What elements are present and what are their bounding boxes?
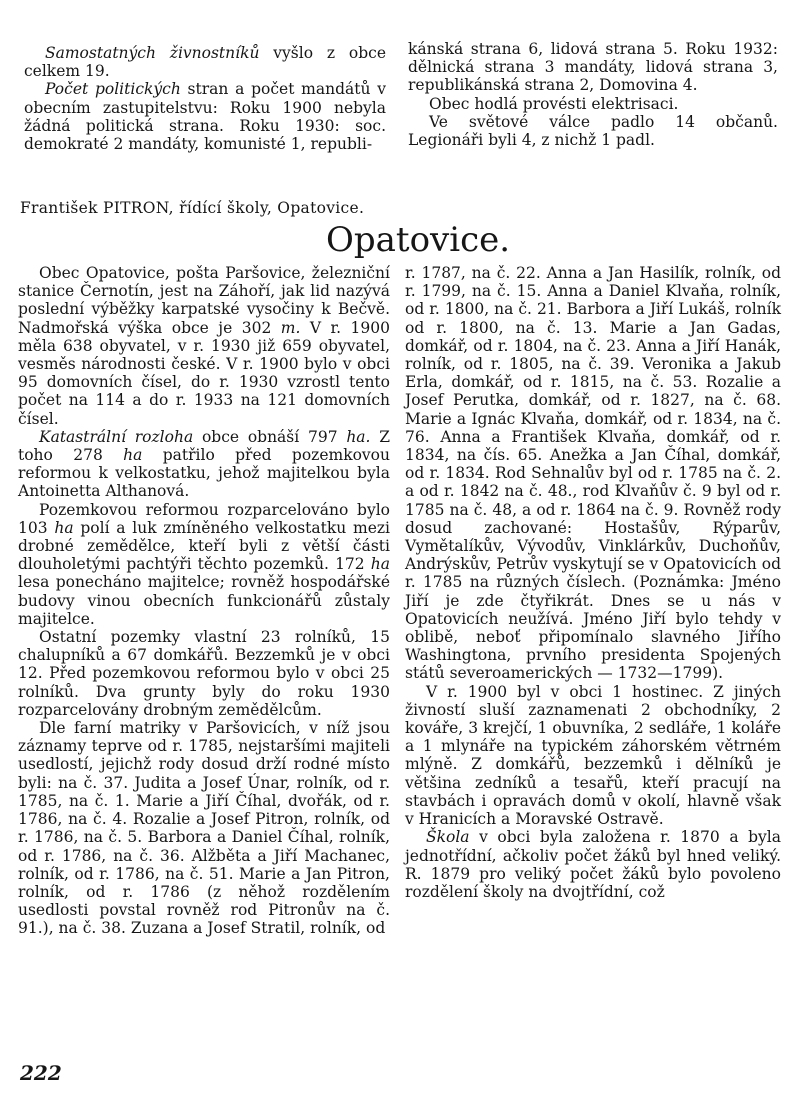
author-signature: František PITRON, řídící školy, Opatovice. <box>20 199 365 217</box>
unit: ha <box>123 446 143 465</box>
paragraph: kánská strana 6, lidová strana 5. Roku 1932: dělnická strana 3 mandáty, lidová strana 3, republikánská strana 2, Domovina 4. <box>408 40 778 95</box>
paragraph: V r. 1900 byl v obci 1 hostinec. Z jiných živností sluší zaznamenati 2 obchodníky, 2 kováře, 3 krejčí, 1 obuvníka, 2 sedláře, 1 koláře a 1 mlynáře na typickém záhorském větrném mlýně. Z domkářů, bezzemků i dělníků je většina zedníků a tesařů, kteří pracují na stavbách i opravách domů v okolí, hlavně však v Hranicích a Moravské Ostravě. <box>405 682 781 829</box>
text: patřilo před pozemkovou reformou k velkostatku, jehož majitelkou byla Antoinetta Althanová. <box>18 446 390 501</box>
italic-term: Škola <box>426 828 470 847</box>
text: obce obnáší 797 <box>193 427 347 446</box>
text: Pozemkovou reformou rozparcelováno bylo 103 <box>18 500 390 537</box>
italic-term: Katastrální rozloha <box>39 427 194 446</box>
unit: ha <box>54 518 74 537</box>
paragraph: Dle farní matriky v Paršovicích, v níž jsou záznamy teprve od r. 1785, nejstaršími majiteli usedlostí, jejichž rody dosud drží rodné místo byli: na č. 37. Judita a Josef Únar, rolník, od r. 1785, na č. 1. Marie a Jiří Číhal, dvořák, od r. 1786, na č. 4. Rozalie a Josef Pitron, rolník, od r. 1786, na č. 5. Barbora a Daniel Číhal, rolník, od r. 1786, na č. 36. Alžběta a Jiří Machanec, rolník, od r. 1786, na č. 51. Marie a Jan Pitron, rolník, od r. 1786 (z něhož rozdělením usedlosti povstal rovněž rod Pitronův na č. 91.), na č. 38. Zuzana a Josef Stratil, rolník, od <box>18 719 390 938</box>
paragraph: Ve světové válce padlo 14 občanů. Legionáři byli 4, z nichž 1 padl. <box>408 112 778 150</box>
text: lesa ponecháno majitelce; rovněž hospodářské budovy vinou obecních funkcionářů zůstaly majitelce. <box>18 573 390 628</box>
top-right-column <box>408 40 778 149</box>
paragraph <box>18 428 390 501</box>
paragraph <box>24 44 386 80</box>
text: stran a počet mandátů v obecním zastupitelstvu: Roku 1900 nebyla žádná politická strana. Roku 1930: soc. demokraté 2 mandáty, komunisté 1, republi- <box>24 80 386 154</box>
text: polí a luk zmíněného velkostatku mezi drobné zemědělce, kteří byli z větší části dlouholetými pachtýři těchto pozemků. 172 <box>18 518 390 574</box>
section-title: Opatovice. <box>326 220 511 260</box>
paragraph <box>18 501 390 628</box>
paragraph: Obec hodlá provésti elektrisaci. <box>429 94 679 113</box>
unit: ha. <box>346 427 371 446</box>
paragraph <box>24 80 386 153</box>
text: Z toho 278 <box>18 427 390 465</box>
text: vyšlo z obce celkem 19. <box>24 44 386 81</box>
left-column <box>18 264 390 938</box>
unit: m. <box>280 318 301 337</box>
paragraph <box>18 264 390 428</box>
right-column <box>405 264 781 901</box>
italic-term: Samostatných živnostníků <box>45 44 260 62</box>
paragraph: r. 1787, na č. 22. Anna a Jan Hasilík, rolník, od r. 1799, na č. 15. Anna a Daniel Klvaňa, rolník, od r. 1800, na č. 21. Barbora a Jiří Lukáš, rolník od r. 1800, na č. 13. Marie a Jan Gadas, domkář, od r. 1804, na č. 23. Anna a Jiří Hanák, rolník, od r. 1805, na č. 39. Veronika a Jakub Erla, domkář, od r. 1815, na č. 53. Rozalie a Josef Perutka, domkář, od r. 1827, na č. 68. Marie a Ignác Klvaňa, domkář, od r. 1834, na č. 76. Anna a František Klvaňa, domkář, od r. 1834, na čís. 65. Anežka a Jan Číhal, domkář, od r. 1834. Rod Sehnalův byl od r. 1785 na č. 2. a od r. 1842 na č. 48., rod Klvaňův č. 9 byl od r. 1785 na č. 48, a od r. 1864 na č. 9. Rovněž rody dosud zachované: Hostašův, Rýparův, Vymětalíkův, Vývodův, Vinklárkův, Duchoňův, Andrýskův, Petrův vyskytují se v Opatovicích od r. 1785 na různých číslech. (Poznámka: Jméno Jiří je zde čtyřikrát. Dnes se u nás v Opatovicích neužívá. Jméno Jiří bylo tehdy v oblibě, neboť připomínalo slavného Jiřího Washingtona, prvního presidenta Spojených států severoamerických — 1732—1799). <box>405 264 781 683</box>
text: V r. 1900 měla 638 obyvatel, v r. 1930 již 659 obyvatel, vesměs národnosti české. V r. 1900 bylo v obci 95 domovních čísel, do r. 1930 vzrostl tento počet na 114 a do r. 1933 na 121 domovních čísel. <box>18 318 390 428</box>
paragraph: Ostatní pozemky vlastní 23 rolníků, 15 chalupníků a 67 domkářů. Bezzemků je v obci 12. Před pozemkovou reformou bylo v obci 25 rolníků. Dva grunty byly do roku 1930 rozparcelovány drobným zemědělcům. <box>18 628 390 719</box>
page-number: 222 <box>20 1061 62 1085</box>
top-left-column <box>24 44 386 153</box>
paragraph <box>405 828 781 901</box>
text: Obec Opatovice, pošta Paršovice, železniční stanice Černotín, jest na Záhoří, jak lid nazývá poslední výběžky karpatské vysočiny k Bečvě. Nadmořská výška obce je 302 <box>18 264 390 337</box>
italic-term: Počet politických <box>45 80 181 99</box>
unit: ha <box>370 555 390 574</box>
text: v obci byla založena r. 1870 a byla jednotřídní, ačkoliv počet žáků byl hned veliký. R. 1879 pro veliký počet žáků bylo povoleno rozdělení školy na dvojtřídní, což <box>405 828 781 901</box>
